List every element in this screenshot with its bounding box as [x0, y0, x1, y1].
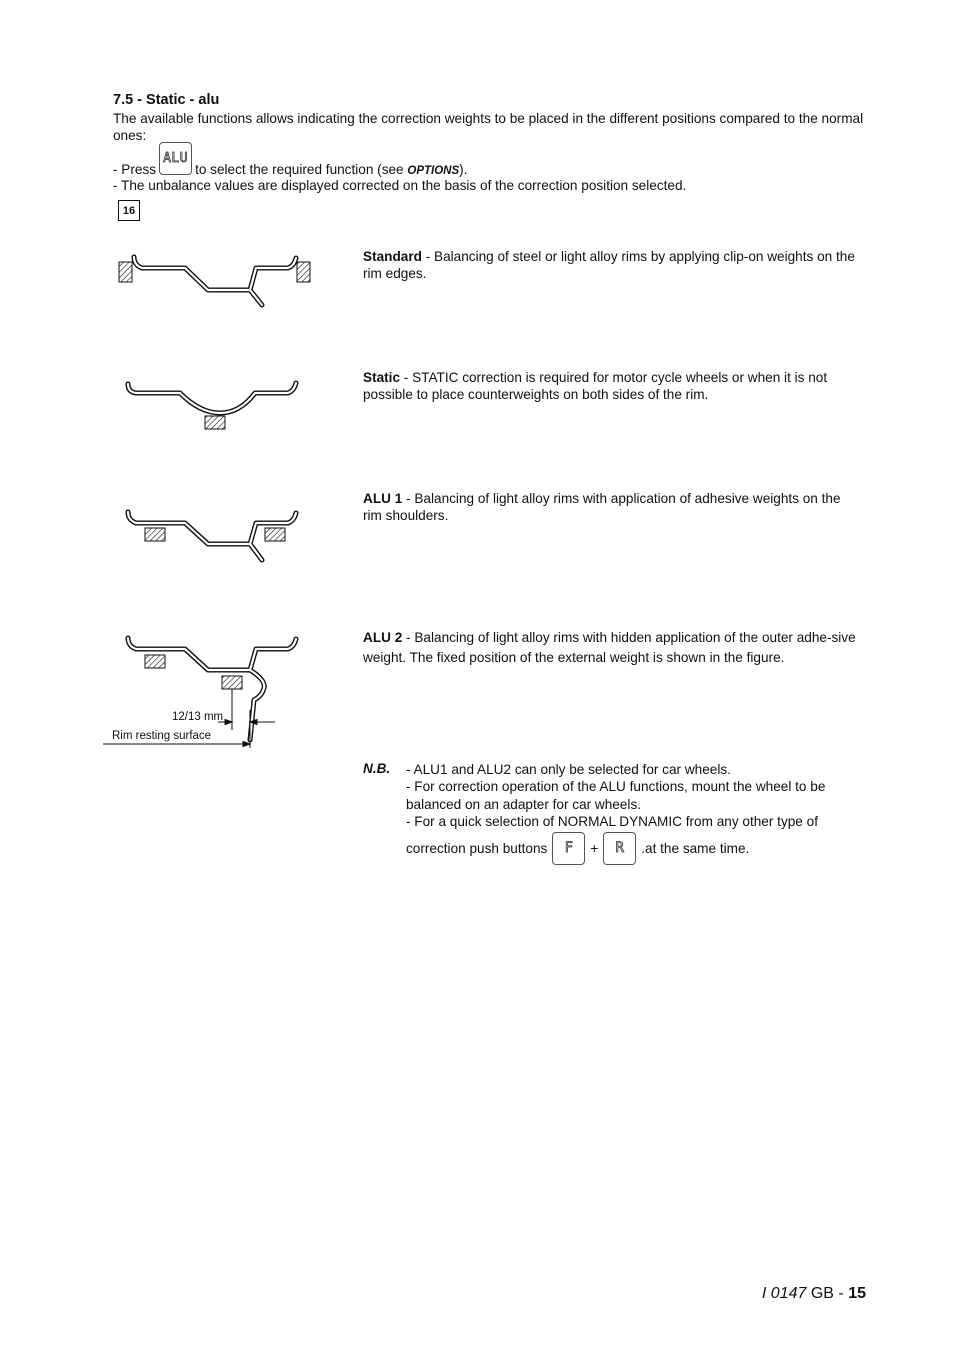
alu2-label: ALU 2: [363, 630, 403, 645]
press-instruction: [113, 141, 467, 177]
alu1-description: ALU 1 - Balancing of light alloy rims with application of adhesive weights on the rim shoulders.: [363, 491, 841, 523]
language-code: GB: [810, 1285, 834, 1302]
nb-body: [406, 761, 866, 865]
intro-paragraph: The available functions allows indicating the correction weights to be placed in the different positions compared to the normal ones:: [113, 111, 864, 143]
page-footer: [762, 1285, 866, 1303]
alu2-description: ALU 2 - Balancing of light alloy rims with hidden application of the outer adhe-sive weight. The fixed position of the external weight is shown in the figure.: [363, 630, 856, 665]
press-suffix: ).: [459, 162, 468, 177]
page-number: 15: [848, 1285, 866, 1302]
section-title: Static - alu: [146, 92, 220, 108]
alu-key-icon: ALU: [159, 142, 192, 175]
nb-line-4-prefix: correction push buttons: [406, 841, 548, 857]
nb-label: N.B.: [363, 761, 391, 776]
footer-separator: -: [838, 1285, 844, 1302]
nb-line-4: [406, 832, 866, 865]
document-code: I 0147: [761, 1285, 807, 1302]
alu2-rim-diagram: [100, 630, 340, 760]
static-label: Static: [363, 370, 401, 385]
plus-sign: +: [590, 841, 599, 857]
alu1-label: ALU 1: [363, 491, 403, 506]
unbalance-note: - The unbalance values are displayed corrected on the basis of the correction position selected.: [113, 178, 687, 193]
standard-rim-diagram: [100, 240, 340, 320]
press-prefix: - Press: [113, 162, 157, 177]
figure-number: 16: [118, 200, 140, 221]
rim-resting-surface-label: Rim resting surface: [112, 730, 212, 742]
standard-description: Standard - Balancing of steel or light alloy rims by applying clip-on weights on the rim edges.: [363, 249, 855, 281]
press-middle: to select the required function (see: [195, 162, 404, 177]
options-reference: OPTIONS: [407, 165, 460, 177]
f-key-icon: F: [552, 832, 585, 865]
nb-line-4-suffix: .at the same time.: [641, 841, 750, 857]
section-number: 7.5 -: [113, 92, 143, 108]
section-heading: [113, 92, 219, 108]
nb-line-2: - For correction operation of the ALU functions, mount the wheel to be balanced on an adapter for car wheels.: [406, 779, 826, 812]
static-rim-diagram: [100, 370, 340, 440]
alu1-rim-diagram: [100, 500, 340, 570]
nb-line-3: - For a quick selection of NORMAL DYNAMIC from any other type of: [406, 813, 818, 829]
standard-label: Standard: [363, 249, 422, 264]
static-description: Static - STATIC correction is required for motor cycle wheels or when it is not possible to place counterweights on both sides of the rim.: [363, 370, 828, 402]
nb-line-1: - ALU1 and ALU2 can only be selected for car wheels.: [406, 762, 731, 777]
alu2-dimension-label: 12/13 mm: [172, 711, 224, 723]
r-key-icon: R: [603, 832, 636, 865]
